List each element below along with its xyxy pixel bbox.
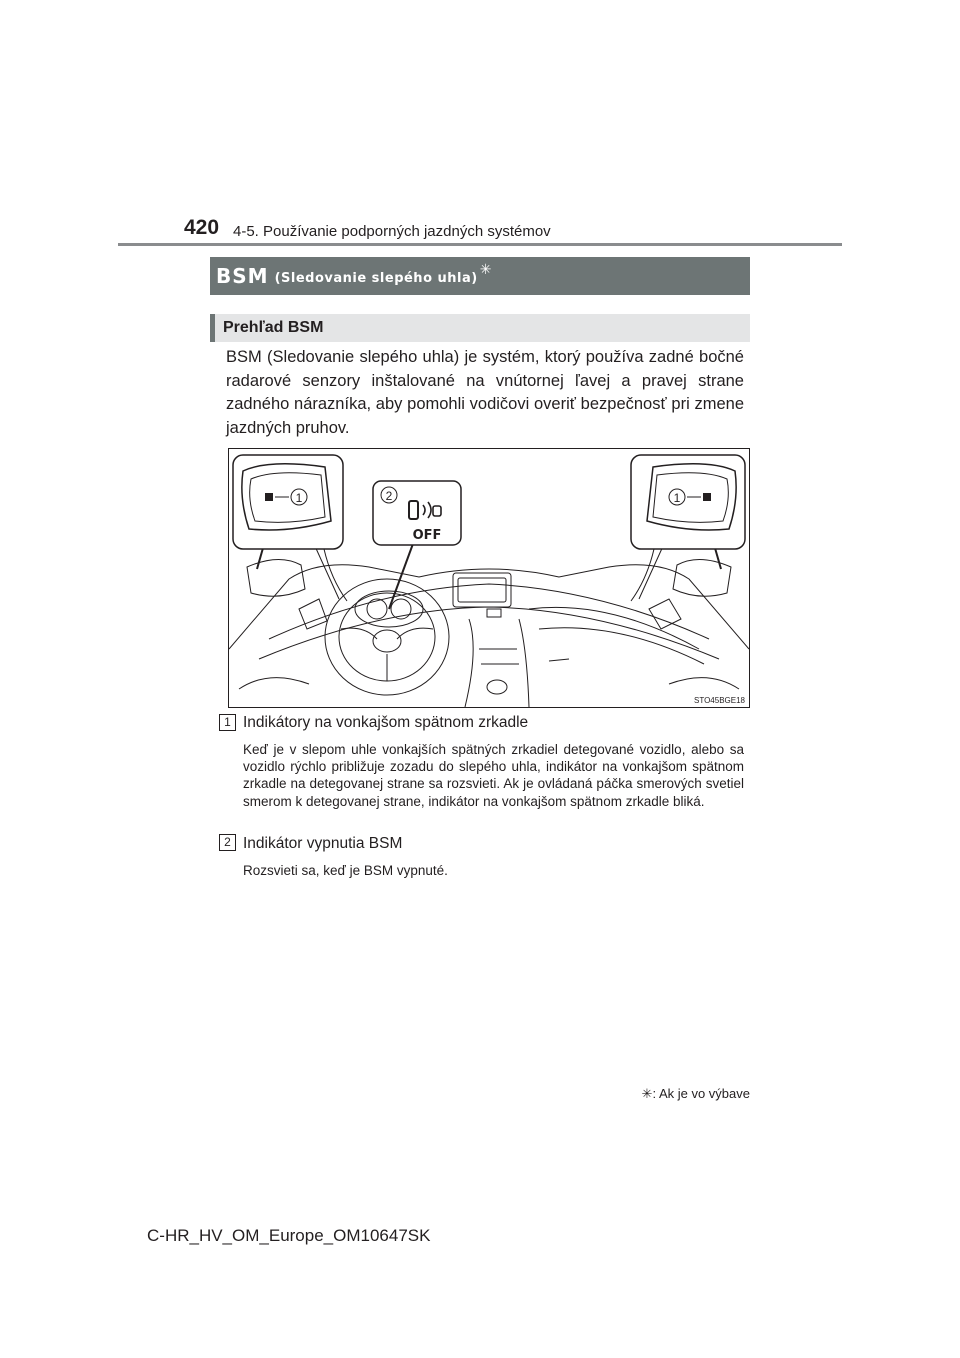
dashboard-drawing — [229, 449, 749, 707]
item-title: Indikátor vypnutia BSM — [243, 835, 403, 852]
figure-code: STO45BGE18 — [694, 696, 745, 705]
item-number: 2 — [219, 834, 236, 851]
dashboard-illustration — [228, 448, 750, 708]
section-heading: Prehľad BSM — [210, 314, 750, 342]
figure-callout-right-mirror: 1 — [673, 491, 681, 505]
item-title: Indikátory na vonkajšom spätnom zrkadle — [243, 714, 529, 731]
item-description: Rozsvieti sa, keď je BSM vypnuté. — [243, 863, 448, 878]
header-divider — [118, 243, 842, 246]
chapter-title: 4-5. Používanie podporných jazdných systémov — [233, 223, 551, 240]
bsm-off-label: OFF — [412, 528, 442, 543]
figure-callout-left-mirror: 1 — [295, 491, 303, 505]
document-id: C-HR_HV_OM_Europe_OM10647SK — [147, 1226, 431, 1245]
optional-equipment-mark: ✳ — [479, 260, 492, 277]
item-number: 1 — [219, 714, 236, 731]
page-subtitle: (Sledovanie slepého uhla) — [274, 270, 478, 286]
figure-callout-bsm-off: 2 — [385, 489, 393, 503]
footnote: ✳: Ak je vo výbave — [641, 1086, 750, 1101]
page-title-bar — [210, 257, 750, 295]
intro-paragraph: BSM (Sledovanie slepého uhla) je systém, ktorý používa zadné bočné radarové senzory inštalované na vnútornej ľavej a pravej strane zadného nárazníka, aby pomohli vodičovi overiť bezpečnosť pri zmene jazdných pruhov. — [226, 348, 744, 437]
page-title: BSM — [216, 264, 269, 288]
item-description: Keď je v slepom uhle vonkajších spätných zrkadiel detegované vozidlo, alebo sa vozidlo rýchlo približuje zozadu do slepého uhla, indikátor na vonkajšom spätnom zrkadle na detegovanej strane sa rozsvieti. Ak je ovládaná páčka smerových svetiel smerom k detegovanej strane, indikátor na vonkajšom spätnom zrkadle bliká. — [243, 742, 744, 809]
page-number: 420 — [184, 216, 220, 239]
